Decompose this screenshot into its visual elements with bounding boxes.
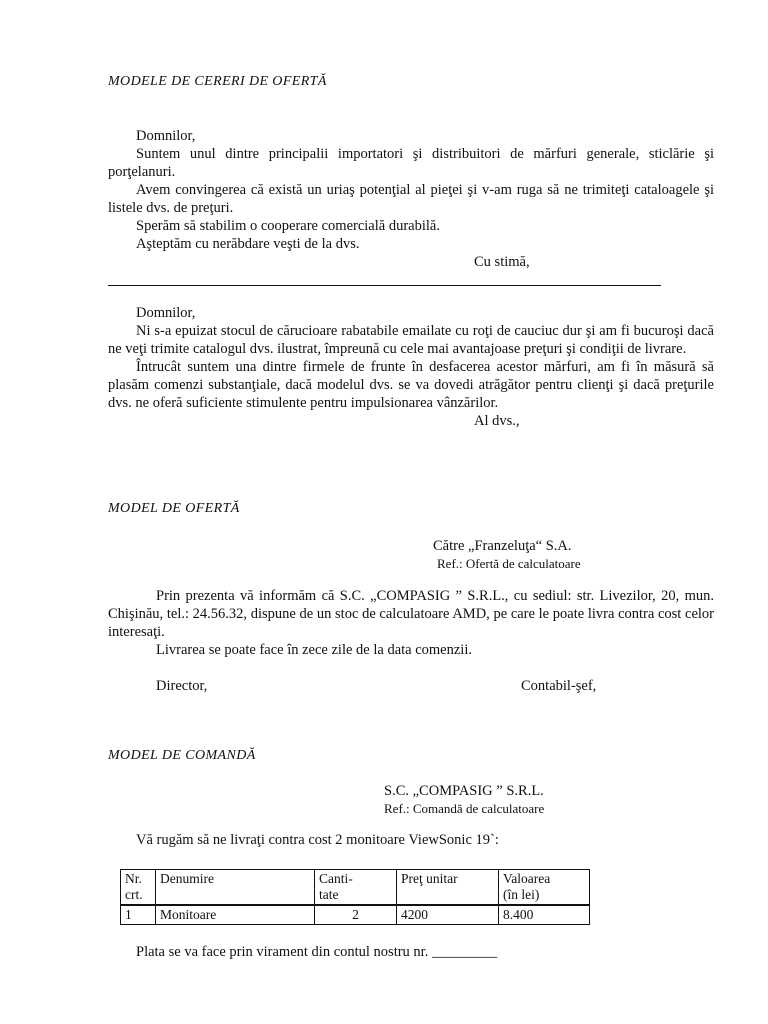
heading-model-comanda: MODEL DE COMANDĂ xyxy=(108,748,256,763)
order-reference: Ref.: Comandă de calculatoare xyxy=(384,801,545,816)
heading-cereri-oferta: MODELE DE CERERI DE OFERTĂ xyxy=(108,74,327,89)
letter-1 xyxy=(108,127,714,271)
letter1-paragraph-3: Sperăm să stabilim o cooperare comercială durabilă. xyxy=(136,218,440,234)
cell-denumire: Monitoare xyxy=(156,905,315,925)
cell-valoarea: 8.400 xyxy=(499,905,590,925)
table-header-row xyxy=(121,870,590,906)
table-row xyxy=(121,905,590,925)
letter2-paragraph-2: Întrucât suntem una dintre firmele de frunte în desfacerea acestor mărfuri, am fi în măsură să plasăm comenzi substanţiale, dacă modelul dvs. se va dovedi atrăgător pentru clienţi şi dacă preţurile dvs. ne oferă suficiente stimulente pentru impulsionarea vânzărilor. xyxy=(108,359,714,411)
header-nr-crt: Nr. crt. xyxy=(121,870,156,906)
cell-pret: 4200 xyxy=(397,905,499,925)
letter1-salutation: Domnilor, xyxy=(136,128,196,144)
separator-line xyxy=(108,285,661,286)
signature-director: Director, xyxy=(156,678,208,694)
cell-cantitate: 2 xyxy=(315,905,397,925)
offer-body xyxy=(108,587,714,659)
signature-accountant: Contabil-şef, xyxy=(521,678,597,694)
order-recipient: S.C. „COMPASIG ” S.R.L. xyxy=(384,783,544,799)
cell-nr: 1 xyxy=(121,905,156,925)
letter2-salutation: Domnilor, xyxy=(136,305,196,321)
letter1-paragraph-1: Suntem unul dintre principalii importatori şi distribuitori de mărfuri generale, sticlărie şi porţelanuri. xyxy=(108,146,714,180)
payment-line: Plata se va face prin virament din contul nostru nr. _________ xyxy=(136,944,498,960)
offer-recipient: Către „Franzeluţa“ S.A. xyxy=(433,538,572,554)
header-pret-unitar: Preţ unitar xyxy=(397,870,499,906)
offer-addressee xyxy=(0,537,768,573)
letter1-paragraph-4: Aşteptăm cu nerăbdare veşti de la dvs. xyxy=(136,236,360,252)
order-addressee xyxy=(0,782,768,818)
letter1-paragraph-2: Avem convingerea că există un uriaş potenţial al pieţei şi v-am ruga să ne trimiteţi cataloagele şi listele dvs. de preţuri. xyxy=(108,182,714,216)
order-intro: Vă rugăm să ne livraţi contra cost 2 monitoare ViewSonic 19`: xyxy=(136,832,499,848)
offer-reference: Ref.: Ofertă de calculatoare xyxy=(437,556,581,571)
order-table xyxy=(120,869,590,925)
letter1-closing: Cu stimă, xyxy=(474,254,530,270)
header-valoarea: Valoarea (în lei) xyxy=(499,870,590,906)
offer-paragraph-1: Prin prezenta vă informăm că S.C. „COMPASIG ” S.R.L., cu sediul: str. Livezilor, 20, mun. Chişinău, tel.: 24.56.32, dispune de un stoc de calculatoare AMD, pe care le poate livra contra cost celor interesaţi. xyxy=(108,588,714,640)
header-denumire: Denumire xyxy=(156,870,315,906)
header-cantitate: Canti- tate xyxy=(315,870,397,906)
letter2-paragraph-1: Ni s-a epuizat stocul de cărucioare rabatabile emailate cu roţi de cauciuc dur şi am fi bucuroşi dacă ne veţi trimite catalogul dvs. ilustrat, împreună cu cele mai avantajoase preţuri şi condiţii de livrare. xyxy=(108,323,714,357)
heading-model-oferta: MODEL DE OFERTĂ xyxy=(108,501,240,516)
letter-2 xyxy=(108,304,714,430)
letter2-closing: Al dvs., xyxy=(474,413,520,429)
offer-paragraph-2: Livrarea se poate face în zece zile de la data comenzii. xyxy=(156,642,472,658)
